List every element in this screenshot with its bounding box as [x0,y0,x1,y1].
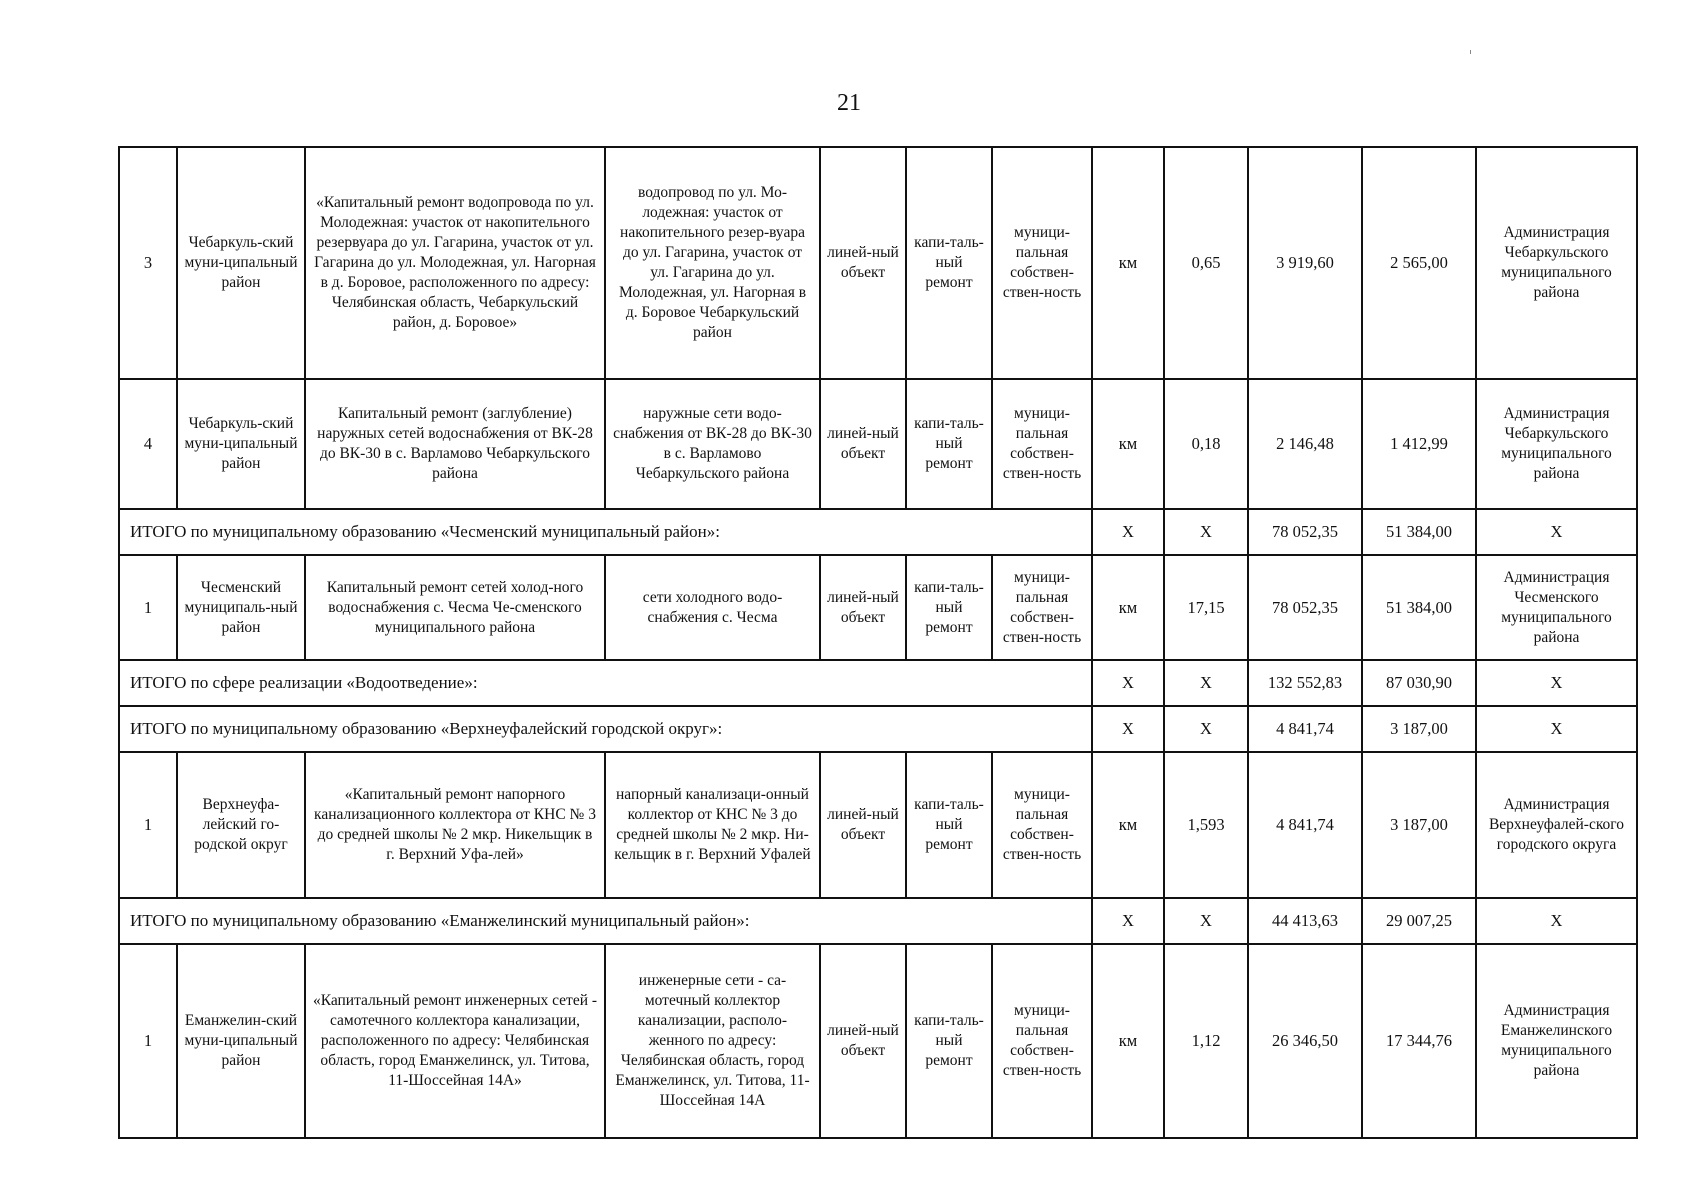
municipality-cell: Верхнеуфа-лейский го-родской округ [177,752,305,898]
budget-cost-cell: 17 344,76 [1362,944,1476,1138]
budget-cost-cell: 29 007,25 [1362,898,1476,944]
table-row [119,147,1637,379]
unit-cell: Х [1092,660,1164,706]
budget-cost-cell: 1 412,99 [1362,379,1476,509]
object-type-cell: линей-ный объект [820,147,906,379]
unit-cell: км [1092,752,1164,898]
executor-cell: Х [1476,898,1637,944]
unit-cell: км [1092,555,1164,660]
executor-cell: Администрация Чесменского муниципального района [1476,555,1637,660]
executor-cell: Х [1476,706,1637,752]
total-cost-cell: 44 413,63 [1248,898,1362,944]
ownership-cell: муници-пальная собствен-ствен-ность [992,379,1092,509]
row-number: 4 [119,379,177,509]
table-row [119,555,1637,660]
capital-repair-table [118,146,1638,1139]
total-cost-cell: 4 841,74 [1248,752,1362,898]
project-name-cell: Капитальный ремонт сетей холод-ного водоснабжения с. Чесма Че-сменского муниципального района [305,555,605,660]
total-cost-cell: 3 919,60 [1248,147,1362,379]
ownership-cell: муници-пальная собствен-ствен-ность [992,752,1092,898]
total-label: ИТОГО по муниципальному образованию «Чесменский муниципальный район»: [119,509,1092,555]
budget-cost-cell: 2 565,00 [1362,147,1476,379]
quantity-cell: Х [1164,898,1248,944]
total-row [119,898,1637,944]
total-label: ИТОГО по муниципальному образованию «Верхнеуфалейский городской округ»: [119,706,1092,752]
municipality-cell: Чебаркуль-ский муни-ципальный район [177,147,305,379]
total-cost-cell: 132 552,83 [1248,660,1362,706]
ownership-cell: муници-пальная собствен-ствен-ность [992,555,1092,660]
budget-cost-cell: 51 384,00 [1362,555,1476,660]
executor-cell: Х [1476,660,1637,706]
work-type-cell: капи-таль-ный ремонт [906,944,992,1138]
quantity-cell: Х [1164,660,1248,706]
table-row [119,944,1637,1138]
budget-cost-cell: 3 187,00 [1362,706,1476,752]
unit-cell: Х [1092,898,1164,944]
row-number: 1 [119,752,177,898]
quantity-cell: 1,593 [1164,752,1248,898]
total-row [119,660,1637,706]
total-label: ИТОГО по сфере реализации «Водоотведение»: [119,660,1092,706]
quantity-cell: Х [1164,706,1248,752]
ownership-cell: муници-пальная собствен-ствен-ность [992,944,1092,1138]
total-label: ИТОГО по муниципальному образованию «Еманжелинский муниципальный район»: [119,898,1092,944]
work-type-cell: капи-таль-ный ремонт [906,555,992,660]
total-cost-cell: 4 841,74 [1248,706,1362,752]
total-cost-cell: 78 052,35 [1248,509,1362,555]
table-row [119,752,1637,898]
budget-cost-cell: 3 187,00 [1362,752,1476,898]
page-number: 21 [837,90,861,116]
row-number: 1 [119,944,177,1138]
object-type-cell: линей-ный объект [820,752,906,898]
quantity-cell: Х [1164,509,1248,555]
work-type-cell: капи-таль-ный ремонт [906,379,992,509]
budget-cost-cell: 87 030,90 [1362,660,1476,706]
project-name-cell: «Капитальный ремонт водопровода по ул. Молодежная: участок от накопительного резервуара до ул. Гагарина, участок от ул. Гагарина до ул. Молодежная, ул. Нагорная в д. Боровое, расположенного по адресу: Челябинская область, Чебаркульский район, д. Боровое» [305,147,605,379]
total-cost-cell: 2 146,48 [1248,379,1362,509]
ownership-cell: муници-пальная собствен-ствен-ность [992,147,1092,379]
row-number: 3 [119,147,177,379]
object-cell: инженерные сети - са-мотечный коллектор канализации, располо-женного по адресу: Челябинская область, город Еманжелинск, ул. Титова, 11-Шоссейная 14А [605,944,820,1138]
quantity-cell: 0,65 [1164,147,1248,379]
municipality-cell: Чесменский муниципаль-ный район [177,555,305,660]
scan-mark [1470,50,1471,54]
object-cell: наружные сети водо-снабжения от ВК-28 до ВК-30 в с. Варламово Чебаркульского района [605,379,820,509]
total-cost-cell: 78 052,35 [1248,555,1362,660]
executor-cell: Администрация Чебаркульского муниципального района [1476,147,1637,379]
project-name-cell: «Капитальный ремонт напорного канализационного коллектора от КНС № 3 до средней школы № 2 мкр. Никельщик в г. Верхний Уфа-лей» [305,752,605,898]
executor-cell: Администрация Чебаркульского муниципального района [1476,379,1637,509]
object-cell: водопровод по ул. Мо-лодежная: участок от накопительного резер-вуара до ул. Гагарина, участок от ул. Гагарина до ул. Молодежная, ул. Нагорная в д. Боровое Чебаркульский район [605,147,820,379]
object-type-cell: линей-ный объект [820,555,906,660]
unit-cell: км [1092,944,1164,1138]
municipality-cell: Еманжелин-ский муни-ципальный район [177,944,305,1138]
municipality-cell: Чебаркуль-ский муни-ципальный район [177,379,305,509]
quantity-cell: 1,12 [1164,944,1248,1138]
quantity-cell: 0,18 [1164,379,1248,509]
object-cell: сети холодного водо-снабжения с. Чесма [605,555,820,660]
budget-cost-cell: 51 384,00 [1362,509,1476,555]
object-type-cell: линей-ный объект [820,379,906,509]
executor-cell: Администрация Верхнеуфалей-ского городского округа [1476,752,1637,898]
executor-cell: Х [1476,509,1637,555]
row-number: 1 [119,555,177,660]
quantity-cell: 17,15 [1164,555,1248,660]
total-cost-cell: 26 346,50 [1248,944,1362,1138]
project-name-cell: Капитальный ремонт (заглубление) наружных сетей водоснабжения от ВК-28 до ВК-30 в с. Варламово Чебаркульского района [305,379,605,509]
total-row [119,706,1637,752]
work-type-cell: капи-таль-ный ремонт [906,147,992,379]
total-row [119,509,1637,555]
unit-cell: км [1092,147,1164,379]
unit-cell: Х [1092,509,1164,555]
project-name-cell: «Капитальный ремонт инженерных сетей - самотечного коллектора канализации, расположенного по адресу: Челябинская область, город Еманжелинск, ул. Титова, 11-Шоссейная 14А» [305,944,605,1138]
object-cell: напорный канализаци-онный коллектор от КНС № 3 до средней школы № 2 мкр. Ни-кельщик в г. Верхний Уфалей [605,752,820,898]
unit-cell: Х [1092,706,1164,752]
unit-cell: км [1092,379,1164,509]
executor-cell: Администрация Еманжелинского муниципального района [1476,944,1637,1138]
object-type-cell: линей-ный объект [820,944,906,1138]
work-type-cell: капи-таль-ный ремонт [906,752,992,898]
table-row [119,379,1637,509]
